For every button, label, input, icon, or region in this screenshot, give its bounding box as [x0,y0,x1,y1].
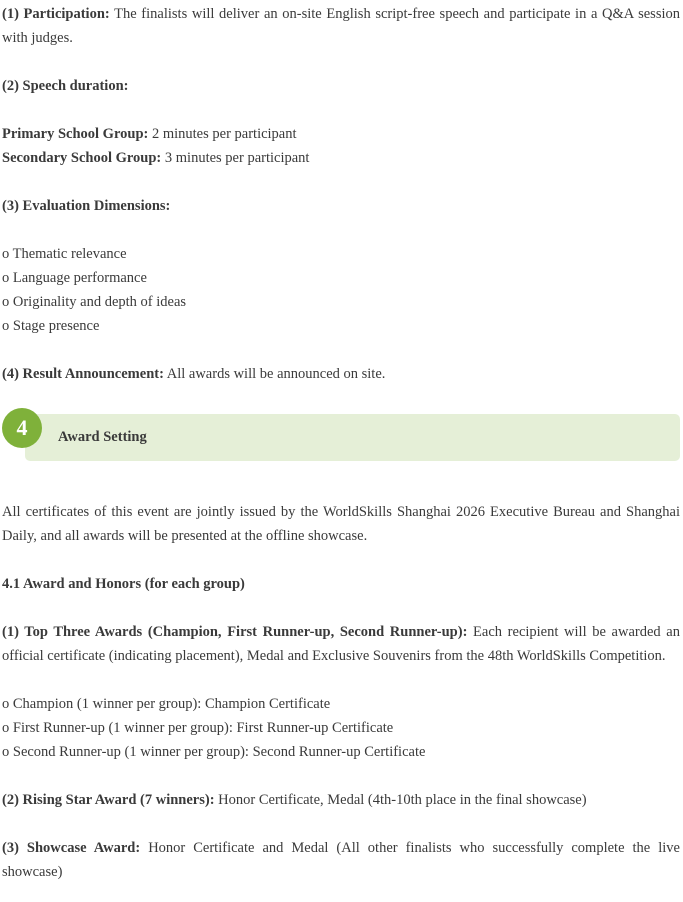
list-item: o Second Runner-up (1 winner per group): Second Runner-up Certificate [2,744,426,760]
secondary-group-text: 3 minutes per participant [161,150,310,166]
speech-duration-heading: (2) Speech duration: [2,78,129,94]
top-three-label: (1) Top Three Awards (Champion, First Runner-up, Second Runner-up): [2,624,468,640]
showcase-label: (3) Showcase Award: [2,840,141,856]
primary-group-label: Primary School Group: [2,126,149,142]
certificates-paragraph: All certificates of this event are jointly issued by the WorldSkills Shanghai 2026 Executive Bureau and Shanghai Daily, and all awards will be presented at the offline showcase. [2,504,680,544]
document-body [2,0,680,884]
primary-group-text: 2 minutes per participant [148,126,297,142]
section-title: Award Setting [58,429,147,445]
participation-text: The finalists will deliver an on-site English script-free speech and participate in a Q&A session with judges. [2,6,680,46]
result-announcement-text: All awards will be announced on site. [163,366,386,382]
list-item: o Thematic relevance [2,246,127,262]
rising-star-label: (2) Rising Star Award (7 winners): [2,792,215,808]
showcase-text: Honor Certificate and Medal (All other finalists who successfully complete the live showcase) [2,840,680,880]
section-header-award-setting [2,408,680,466]
top-three-text: Each recipient will be awarded an official certificate (indicating placement), Medal and Exclusive Souvenirs from the 48th WorldSkills Competition. [2,624,680,664]
secondary-duration-line [2,146,680,170]
list-item: o First Runner-up (1 winner per group): First Runner-up Certificate [2,720,394,736]
showcase-paragraph [2,836,680,884]
awards-heading: 4.1 Award and Honors (for each group) [2,576,245,592]
list-item: o Champion (1 winner per group): Champion Certificate [2,696,331,712]
list-item: o Stage presence [2,318,100,334]
rising-star-line [2,788,680,812]
list-item: o Originality and depth of ideas [2,294,187,310]
participation-label: (1) Participation: [2,6,110,22]
participation-paragraph [2,2,680,50]
primary-duration-line [2,122,680,146]
result-announcement-line [2,362,680,386]
list-item: o Language performance [2,270,147,286]
section-number-badge: 4 [2,408,42,448]
evaluation-heading: (3) Evaluation Dimensions: [2,198,171,214]
result-announcement-label: (4) Result Announcement: [2,366,164,382]
top-three-paragraph [2,620,680,668]
secondary-group-label: Secondary School Group: [2,150,162,166]
rising-star-text: Honor Certificate, Medal (4th-10th place in the final showcase) [214,792,587,808]
